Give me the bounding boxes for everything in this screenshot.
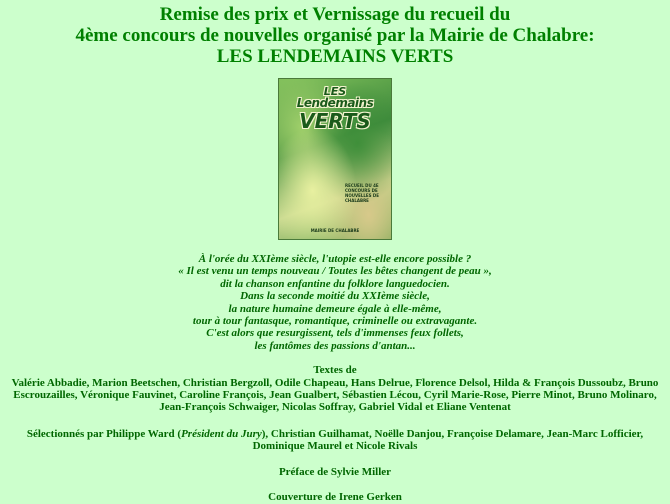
selection-prefix: Sélectionnés par Philippe Ward ( [26,427,182,440]
intro-line: les fantômes des passions d'antan... [254,339,416,352]
cover-credit: Couverture de Irene Gerken [268,491,402,504]
intro-line: À l'orée du XXIème siècle, l'utopie est-elle encore possible ? [198,253,472,265]
selection-role: Président du Jury [181,427,262,440]
intro-line: dit la chanson enfantine du folklore languedocien. [220,277,450,290]
intro-verse [0,253,670,352]
cover-subtitle: RECUEIL DU 4E CONCOURS DE NOUVELLES DE CHALABRE [345,183,379,203]
intro-line: C'est alors que resurgissent, tels d'immenses feux follets, [206,327,464,340]
preface-credit: Préface de Sylvie Miller [278,465,392,478]
book-cover-image [279,79,391,239]
selection-suffix: ), Christian Guilhamat, Noëlle Danjou, Françoise Delamare, Jean-Marc Lofficier, Dominique Maurel et Nicole Rivals [252,427,644,453]
textes-label: Textes de [313,364,357,377]
intro-line: « Il est venu un temps nouveau / Toutes les bêtes changent de peau », [178,265,492,278]
cover-footer: MAIRIE DE CHALABRE [310,228,360,233]
heading-line-3: LES LENDEMAINS VERTS [216,46,454,67]
selection-paragraph [6,428,664,453]
cover-title-top: LES [323,85,347,98]
page-heading [0,4,670,67]
authors-list: Valérie Abbadie, Marion Beetschen, Christian Bergzoll, Odile Chapeau, Hans Delrue, Florence Delsol, Hilda & François Dussoubz, Bruno Escrouzailles, Véronique Fauvinet, Caroline François, Jean Gualbert, Sébastien Lécou, Cyril Marie-Rose, Pierre Minot, Bruno Molinaro, Jean-François Schwaiger, Nicolas Soffray, Gabriel Vidal et Eliane Ventenat [11,376,659,414]
cover-title-mid: Lendemains [296,96,374,110]
intro-line: la nature humaine demeure égale à elle-même, [228,302,442,315]
heading-line-2: 4ème concours de nouvelles organisé par la Mairie de Chalabre: [75,25,595,46]
intro-line: Dans la seconde moitié du XXIème siècle, [240,290,430,303]
book-cover [279,79,391,239]
intro-line: tour à tour fantasque, romantique, criminelle ou extravagante. [192,315,478,328]
heading-line-1: Remise des prix et Vernissage du recueil du [159,4,511,25]
cover-title-big: VERTS [299,109,371,133]
